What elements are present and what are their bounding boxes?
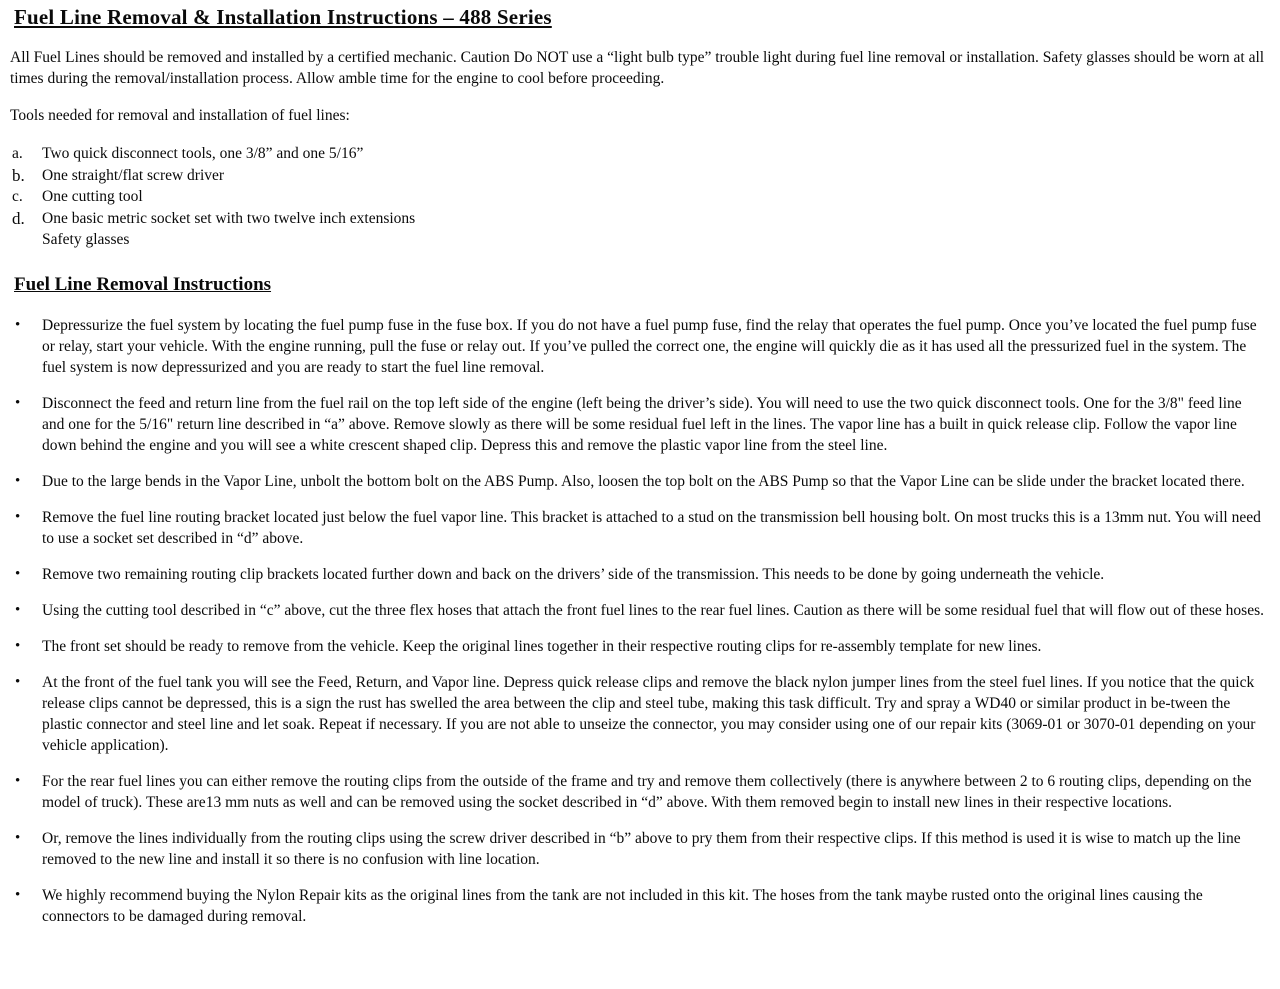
intro-paragraph: All Fuel Lines should be removed and installed by a certified mechanic. Caution Do NOT use a “light bulb type” trouble light during fuel line removal or installation. Safety glasses should be worn at all times during the removal/installation process. Allow amble time for the engine to cool before proceeding.: [10, 49, 1265, 87]
list-item: [10, 564, 1266, 585]
bullet-icon: •: [15, 472, 21, 489]
list-item-text: The front set should be ready to remove from the vehicle. Keep the original lines together in their respective routing clips for re-assembly template for new lines.: [42, 637, 1042, 655]
list-item: [10, 600, 1266, 621]
bullet-icon: •: [15, 565, 21, 582]
list-item-text: Disconnect the feed and return line from the fuel rail on the top left side of the engine (left being the driver’s side). You will need to use the two quick disconnect tools. One for the 3/8" feed line and one for the 5/16" return line described in “a” above. Remove slowly as there will be some residual fuel left in the lines. The vapor line has a built in quick release clip. Follow the vapor line down behind the engine and you will see a white crescent shaped clip. Depress this and remove the plastic vapor line from the steel line.: [42, 394, 1242, 454]
list-item-text: Due to the large bends in the Vapor Line, unbolt the bottom bolt on the ABS Pump. Also, loosen the top bolt on the ABS Pump so that the Vapor Line can be slide under the bracket located there.: [42, 472, 1245, 490]
bullet-icon: •: [15, 673, 21, 690]
list-item: [10, 471, 1266, 492]
list-marker: d.: [12, 208, 25, 228]
bullet-icon: •: [15, 316, 21, 333]
list-item: [10, 143, 1266, 165]
bullet-icon: •: [15, 886, 21, 903]
list-item-text: Remove the fuel line routing bracket located just below the fuel vapor line. This bracket is attached to a stud on the transmission bell housing bolt. On most trucks this is a 13mm nut. You will need to use a socket set described in “d” above.: [42, 508, 1261, 547]
list-item-text: Depressurize the fuel system by locating the fuel pump fuse in the fuse box. If you do not have a fuel pump fuse, find the relay that operates the fuel pump. Once you’ve located the fuel pump fuse or relay, start your vehicle. With the engine running, pull the fuse or relay out. If you’ve pulled the correct one, the engine will quickly die as it has used all the pressurized fuel in the system. The fuel system is now depressurized and you are ready to start the fuel line removal.: [42, 316, 1257, 376]
list-item-text: Two quick disconnect tools, one 3/8” and one 5/16”: [42, 145, 364, 162]
bullet-icon: •: [15, 394, 21, 411]
bullet-icon: •: [15, 508, 21, 525]
list-item: [10, 393, 1266, 456]
list-item-text: At the front of the fuel tank you will see the Feed, Return, and Vapor line. Depress quick release clips and remove the black nylon jumper lines from the steel fuel lines. If you notice that the quick release clips cannot be depressed, this is a sign the rust has swelled the area between the clip and steel tube, making this task difficult. Try and spray a WD40 or similar product in be-tween the plastic connector and steel line and let soak. Repeat if necessary. If you are not able to unseize the connector, you may consider using one of our repair kits (3069-01 or 3070-01 depending on your vehicle application).: [42, 673, 1256, 754]
list-item: [10, 186, 1266, 208]
list-marker: a.: [12, 145, 23, 162]
list-item-text: Remove two remaining routing clip brackets located further down and back on the drivers’ side of the transmission. This needs to be done by going underneath the vehicle.: [42, 565, 1105, 583]
bullet-icon: •: [15, 829, 21, 846]
list-item: [10, 165, 1266, 187]
bullet-icon: •: [15, 601, 21, 618]
section-heading: Fuel Line Removal Instructions: [14, 273, 272, 295]
list-item-text: One basic metric socket set with two twelve inch extensions: [42, 209, 416, 227]
list-item-text: For the rear fuel lines you can either remove the routing clips from the outside of the frame and try and remove them collectively (there is anywhere between 2 to 6 routing clips, depending on the model of truck). These are13 mm nuts as well and can be removed using the socket described in “d” above. With them removed begin to install new lines in their respective locations.: [42, 772, 1252, 811]
tools-intro: Tools needed for removal and installation of fuel lines:: [10, 107, 350, 124]
bullet-icon: •: [15, 637, 21, 654]
tools-list: [10, 143, 1266, 251]
list-item-text: One cutting tool: [42, 188, 143, 205]
list-item: [10, 828, 1266, 870]
list-marker: c.: [12, 188, 23, 205]
list-item-text: Using the cutting tool described in “c” above, cut the three flex hoses that attach the front fuel lines to the rear fuel lines. Caution as there will be some residual fuel that will flow out of these hoses.: [42, 601, 1264, 619]
list-item: [10, 507, 1266, 549]
list-item: [10, 208, 1266, 230]
list-item-text: One straight/flat screw driver: [42, 166, 225, 184]
list-item: [10, 885, 1266, 927]
bullet-icon: •: [15, 772, 21, 789]
list-item: [10, 229, 1266, 251]
list-item: [10, 771, 1266, 813]
document-title: Fuel Line Removal & Installation Instructions – 488 Series: [14, 5, 552, 29]
list-marker: [10, 229, 42, 251]
list-item: [10, 672, 1266, 756]
list-item-text: We highly recommend buying the Nylon Repair kits as the original lines from the tank are not included in this kit. The hoses from the tank maybe rusted onto the original lines causing the connectors to be damaged during removal.: [42, 886, 1203, 925]
list-item-text: Safety glasses: [42, 231, 130, 248]
steps-list: [10, 315, 1266, 927]
list-item: [10, 315, 1266, 378]
list-marker: b.: [12, 165, 25, 185]
list-item-text: Or, remove the lines individually from the routing clips using the screw driver described in “b” above to pry them from their respective clips. If this method is used it is wise to match up the line removed to the new line and install it so there is no confusion with line location.: [42, 829, 1241, 868]
list-item: [10, 636, 1266, 657]
